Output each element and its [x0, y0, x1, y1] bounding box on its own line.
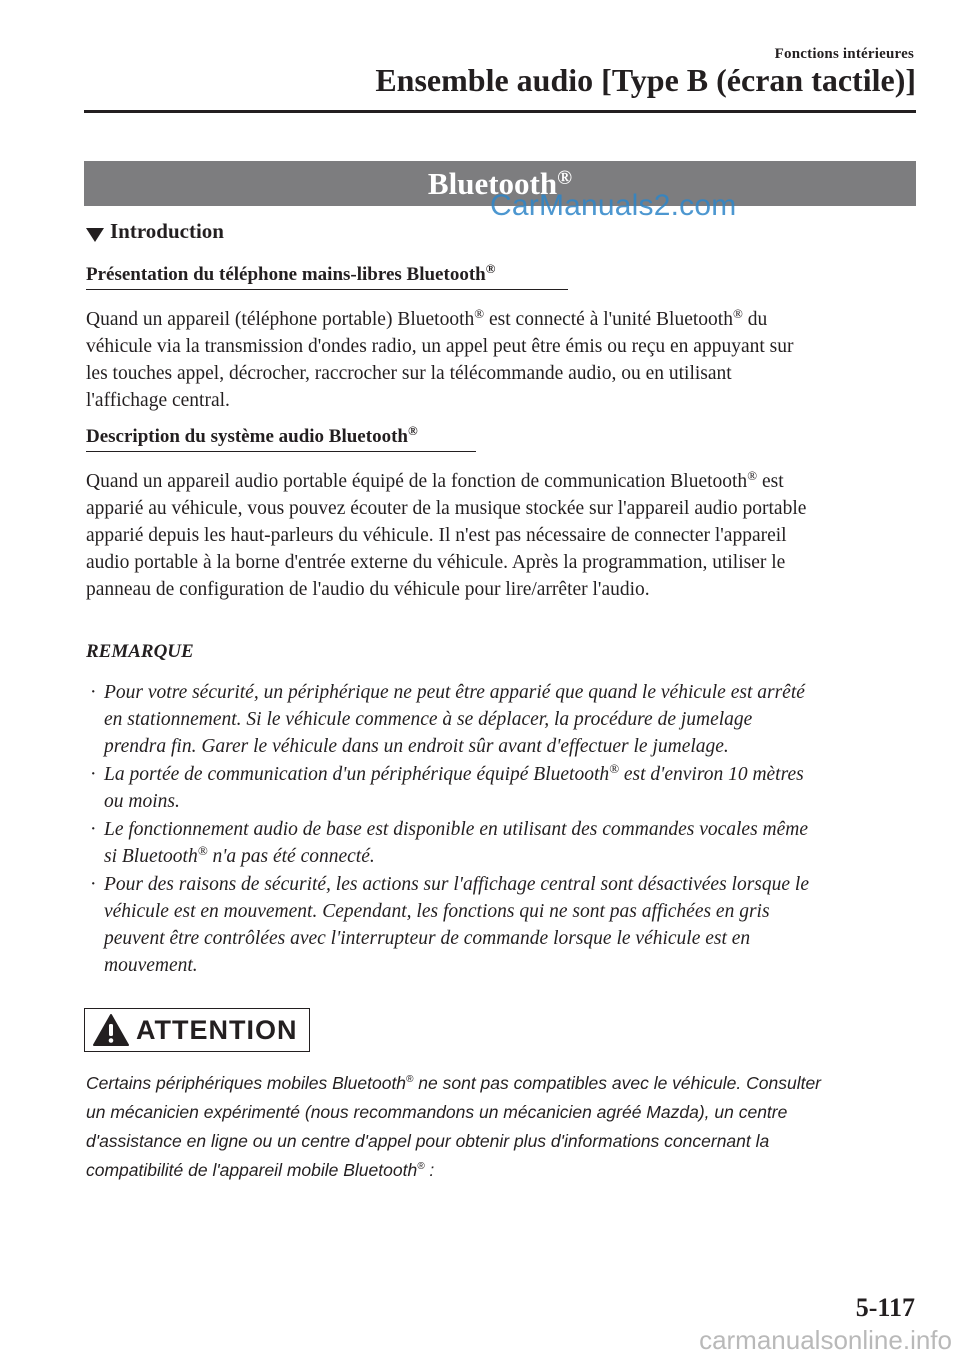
subheading-audio: Description du système audio Bluetooth®: [86, 423, 418, 447]
section-title: Bluetooth®: [427, 166, 573, 201]
triangle-down-icon: [86, 228, 104, 242]
bullet: ·: [90, 764, 97, 785]
subheading-handsfree: Présentation du téléphone mains-libres Bluetooth®: [86, 261, 496, 285]
note-item: · Le fonctionnement audio de base est disponible en utilisant des commandes vocales même si Bluetooth® n'a pas été connecté.: [90, 816, 920, 870]
running-header-chapter: Ensemble audio [Type B (écran tactile)]: [375, 62, 916, 98]
bullet: ·: [90, 819, 97, 840]
watermark: CarManuals2.com: [490, 189, 737, 222]
bullet: ·: [90, 874, 97, 895]
note-item: · La portée de communication d'un périphérique équipé Bluetooth® est d'environ 10 mètres ou moins.: [90, 761, 804, 812]
remarque-heading: REMARQUE: [86, 641, 194, 662]
header-rule: [84, 110, 916, 113]
paragraph-handsfree: Quand un appareil (téléphone portable) Bluetooth® est connecté à l'unité Bluetooth® du véhicule via la transmission d'ondes radio, un appel peut être émis ou reçu en appuyant sur les touches appel, décrocher, raccrocher sur la télécommande audio, ou en utilisant l'affichage central.: [86, 306, 794, 411]
subheading-underline: [86, 289, 568, 290]
bullet: ·: [90, 682, 97, 703]
attention-label: ATTENTION: [136, 1015, 298, 1045]
subheading-underline: [86, 451, 476, 452]
page-number: 5-117: [855, 1293, 915, 1322]
registered-mark: ®: [557, 167, 573, 189]
note-item: · Pour des raisons de sécurité, les actions sur l'affichage central sont désactivées lorsque le véhicule est en mouvement. Cependant, les fonctions qui ne sont pas affichées en gris peuvent être contrôlées avec l'interrupteur de commande lorsque le véhicule est en mouvement.: [90, 871, 920, 979]
note-item: · Pour votre sécurité, un périphérique ne peut être apparié que quand le véhicule est arrêté en stationnement. Si le véhicule commence à se déplacer, la procédure de jumelage prendra fin. Garer le véhicule dans un endroit sûr avant d'effectuer le jumelage.: [90, 679, 920, 760]
intro-heading: Introduction: [110, 219, 224, 243]
paragraph-audio: Quand un appareil audio portable équipé de la fonction de communication Bluetooth® est apparié au véhicule, vous pouvez écouter de la musique stockée sur l'appareil audio portable apparié depuis les haut-parleurs du véhicule. Il n'est pas nécessaire de connecter l'appareil audio portable à la borne d'entrée externe du véhicule. Après la programmation, utiliser le panneau de configuration de l'audio du véhicule pour lire/arrêter l'audio.: [86, 468, 807, 600]
running-header-section: Fonctions intérieures: [774, 46, 914, 62]
footer-watermark: carmanualsonline.info: [699, 1325, 952, 1355]
attention-paragraph: Certains périphériques mobiles Bluetooth® ne sont pas compatibles avec le véhicule. Consulter un mécanicien expérimenté (nous recommandons un mécanicien agréé Mazda), un centre d'assistance en ligne ou un centre d'appel pour obtenir plus d'informations concernant la compatibilité de l'appareil mobile Bluetooth® :: [86, 1073, 822, 1180]
warning-triangle-icon: [92, 1013, 130, 1047]
